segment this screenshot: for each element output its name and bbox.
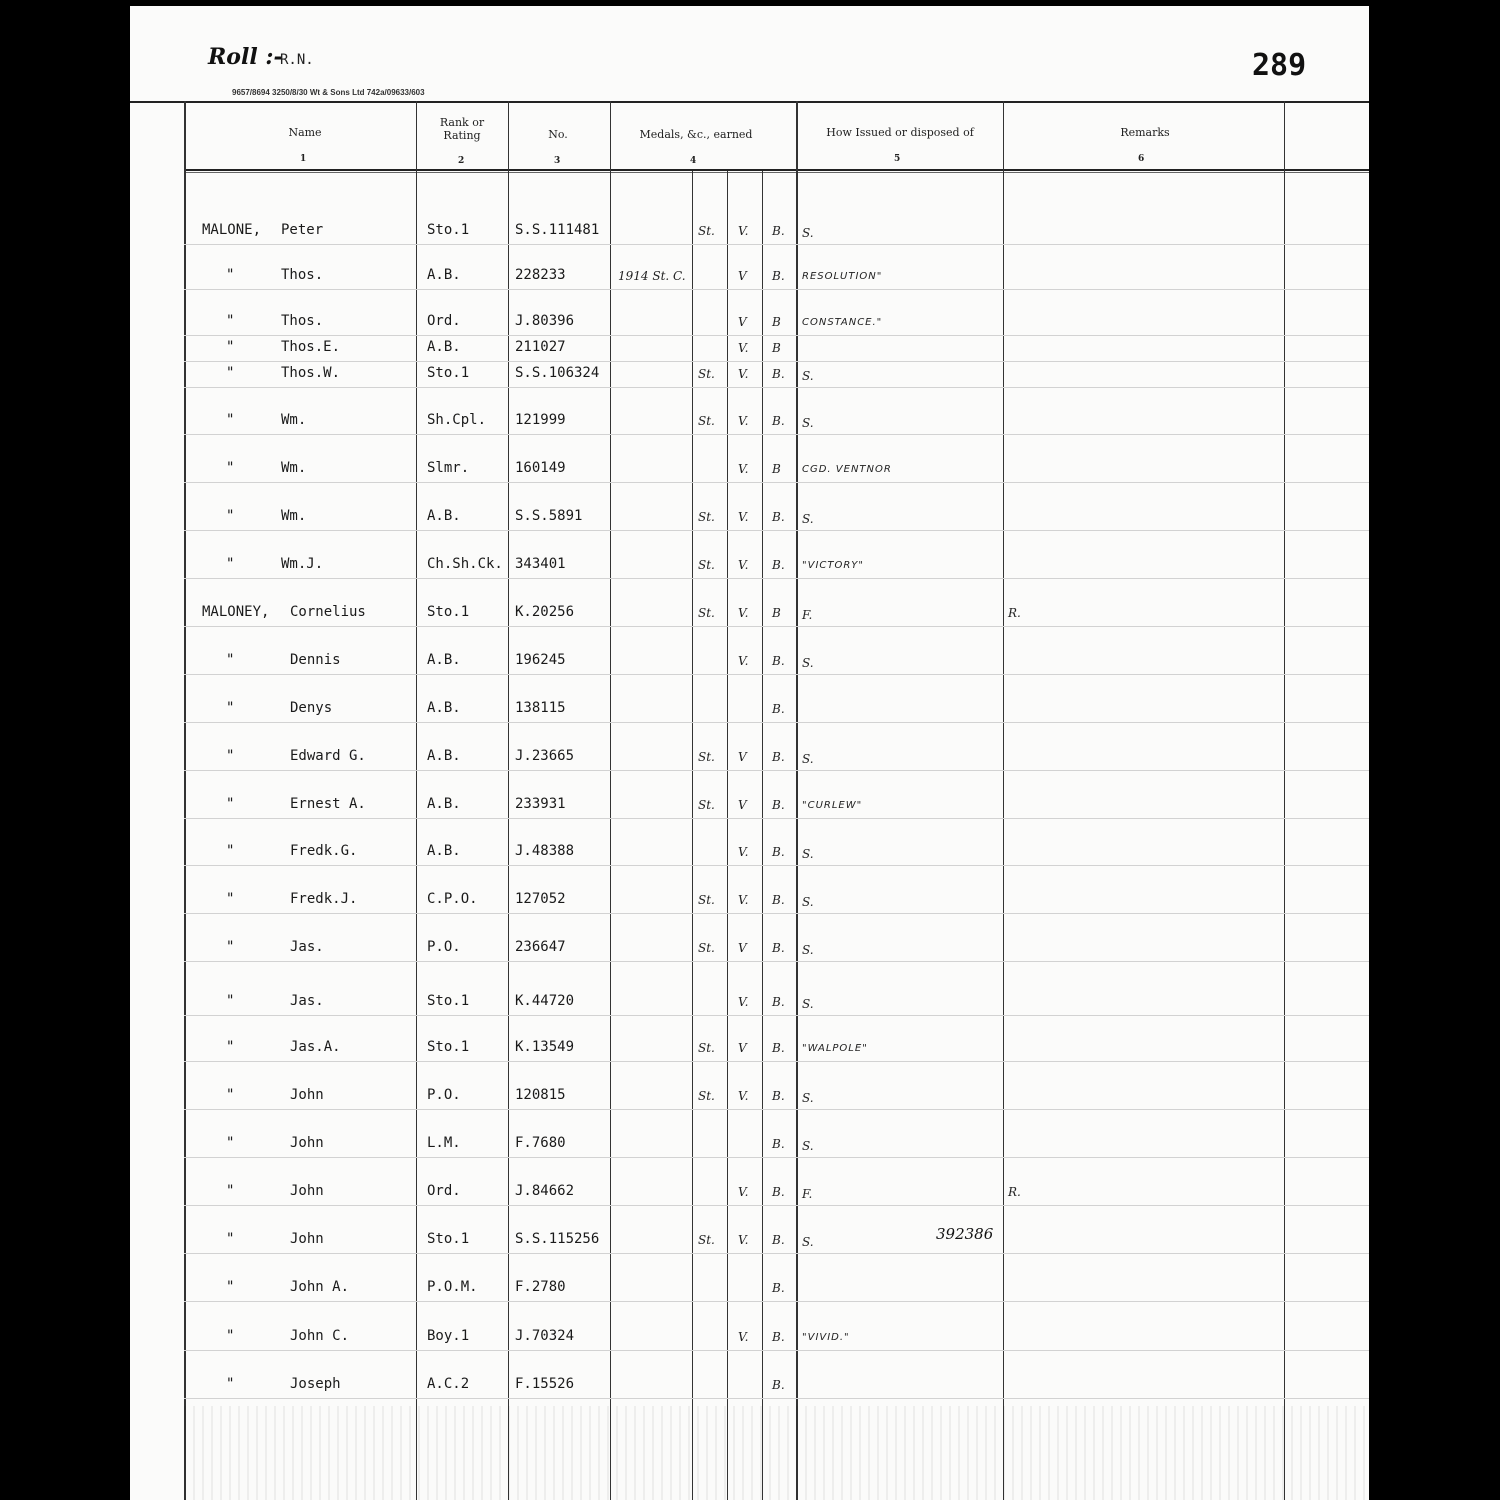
medal-victory: V. — [738, 367, 749, 381]
issued-disposition: S. — [802, 1235, 814, 1249]
issued-disposition: "WALPOLE" — [802, 1043, 868, 1054]
service-number: F.2780 — [515, 1279, 566, 1295]
surname: " — [226, 1087, 235, 1103]
medal-british-war: B. — [772, 1330, 785, 1344]
issued-disposition: S. — [802, 226, 814, 240]
row-rule — [184, 1109, 1369, 1110]
rank-rating: Sto.1 — [427, 604, 470, 620]
row-rule — [184, 1398, 1369, 1399]
surname: MALONEY, — [202, 604, 270, 620]
medal-star: St. — [698, 941, 715, 955]
given-name: Jas. — [290, 939, 324, 955]
given-name: Dennis — [290, 652, 341, 668]
surname: " — [226, 1279, 235, 1295]
surname: " — [226, 508, 235, 524]
row-rule — [184, 865, 1369, 866]
service-number: 343401 — [515, 556, 566, 572]
medal-victory: V — [738, 1041, 747, 1055]
issued-disposition: F. — [802, 608, 813, 622]
rank-rating: A.B. — [427, 700, 461, 716]
surname: " — [226, 313, 235, 329]
surname: " — [226, 1135, 235, 1151]
medal-star: St. — [698, 510, 715, 524]
row-rule — [184, 335, 1369, 336]
rank-rating: Sto.1 — [427, 1039, 470, 1055]
service-number: 127052 — [515, 891, 566, 907]
medal-british-war: B. — [772, 269, 785, 283]
row-rule — [184, 434, 1369, 435]
issued-disposition: S. — [802, 512, 814, 526]
given-name: Thos.W. — [281, 365, 341, 381]
service-number: F.7680 — [515, 1135, 566, 1151]
column-header-issued: How Issued or disposed of — [826, 126, 974, 139]
medal-british-war: B. — [772, 1089, 785, 1103]
given-name: Jas.A. — [290, 1039, 341, 1055]
service-number: 211027 — [515, 339, 566, 355]
medal-british-war: B. — [772, 1137, 785, 1151]
roll-value: R.N. — [280, 52, 314, 68]
service-number: J.84662 — [515, 1183, 575, 1199]
given-name: John — [290, 1183, 324, 1199]
page-number: 289 — [1252, 48, 1307, 83]
medal-victory: V. — [738, 341, 749, 355]
medal-victory: V. — [738, 1089, 749, 1103]
service-number: 196245 — [515, 652, 566, 668]
rank-rating: Slmr. — [427, 460, 470, 476]
surname: " — [226, 843, 235, 859]
row-rule — [184, 674, 1369, 675]
column-number: 2 — [458, 156, 465, 166]
rank-rating: A.B. — [427, 508, 461, 524]
surname: " — [226, 412, 235, 428]
medal-british-war: B. — [772, 798, 785, 812]
rank-rating: Sh.Cpl. — [427, 412, 487, 428]
rank-rating: Sto.1 — [427, 993, 470, 1009]
row-rule — [184, 578, 1369, 579]
given-name: Thos.E. — [281, 339, 341, 355]
issued-disposition: CGD. VENTNOR — [802, 464, 892, 475]
service-number: J.80396 — [515, 313, 575, 329]
medal-british-war: B. — [772, 1233, 785, 1247]
surname: MALONE, — [202, 222, 262, 238]
row-rule — [184, 1157, 1369, 1158]
medal-star: St. — [698, 414, 715, 428]
row-rule — [184, 913, 1369, 914]
issued-disposition: F. — [802, 1187, 813, 1201]
medal-british-war: B. — [772, 1281, 785, 1295]
rank-rating: L.M. — [427, 1135, 461, 1151]
row-rule — [184, 1205, 1369, 1206]
medal-victory: V — [738, 315, 747, 329]
medal-victory: V. — [738, 558, 749, 572]
row-rule — [184, 1350, 1369, 1351]
row-rule — [184, 530, 1369, 531]
row-rule — [184, 961, 1369, 962]
given-name: John C. — [290, 1328, 350, 1344]
surname: " — [226, 700, 235, 716]
given-name: Fredk.J. — [290, 891, 358, 907]
medal-british-war: B — [772, 341, 781, 355]
roll-label: Roll :- — [208, 44, 283, 70]
medal-british-war: B. — [772, 414, 785, 428]
service-number: S.S.111481 — [515, 222, 600, 238]
column-header-remarks: Remarks — [1120, 126, 1170, 139]
medal-british-war: B. — [772, 941, 785, 955]
medal-british-war: B. — [772, 1185, 785, 1199]
surname: " — [226, 1039, 235, 1055]
issued-disposition: "VIVID." — [802, 1332, 850, 1343]
issued-disposition: S. — [802, 1139, 814, 1153]
medal-star: St. — [698, 893, 715, 907]
surname: " — [226, 339, 235, 355]
medal-victory: V — [738, 750, 747, 764]
rank-rating: C.P.O. — [427, 891, 478, 907]
given-name: Cornelius — [290, 604, 366, 620]
row-rule — [184, 626, 1369, 627]
rank-rating: Sto.1 — [427, 1231, 470, 1247]
surname: " — [226, 267, 235, 283]
medal-british-war: B. — [772, 510, 785, 524]
issued-disposition: S. — [802, 752, 814, 766]
service-number: 120815 — [515, 1087, 566, 1103]
column-header-rank: Rank or Rating — [439, 116, 485, 142]
surname: " — [226, 1328, 235, 1344]
service-number: K.13549 — [515, 1039, 575, 1055]
issued-disposition: S. — [802, 895, 814, 909]
medal-victory: V. — [738, 654, 749, 668]
column-divider — [796, 101, 798, 1500]
medal-british-war: B. — [772, 845, 785, 859]
surname: " — [226, 1183, 235, 1199]
top-rule — [130, 101, 1369, 103]
rank-rating: Ord. — [427, 313, 461, 329]
column-divider — [184, 101, 186, 1500]
medal-star: St. — [698, 1089, 715, 1103]
service-number: K.20256 — [515, 604, 575, 620]
surname: " — [226, 796, 235, 812]
given-name: Peter — [281, 222, 324, 238]
medal-victory: V. — [738, 1233, 749, 1247]
row-rule — [184, 770, 1369, 771]
issued-disposition: S. — [802, 1091, 814, 1105]
column-number: 4 — [690, 156, 697, 166]
rank-rating: Ch.Sh.Ck. — [427, 556, 503, 572]
surname: " — [226, 1376, 235, 1392]
medal-british-war: B. — [772, 367, 785, 381]
given-name: Edward G. — [290, 748, 366, 764]
column-divider — [508, 101, 509, 1500]
column-divider — [610, 101, 611, 1500]
rank-rating: Sto.1 — [427, 365, 470, 381]
medal-victory: V — [738, 941, 747, 955]
medal-victory: V. — [738, 224, 749, 238]
given-name: Denys — [290, 700, 333, 716]
surname: " — [226, 1231, 235, 1247]
column-divider — [416, 101, 417, 1500]
surname: " — [226, 891, 235, 907]
column-number: 6 — [1138, 154, 1145, 164]
column-divider — [1003, 101, 1004, 1500]
remarks: R. — [1008, 606, 1021, 620]
medal-british-war: B. — [772, 224, 785, 238]
given-name: John — [290, 1231, 324, 1247]
row-rule — [184, 361, 1369, 362]
column-header-number: No. — [548, 128, 568, 141]
medal-victory: V. — [738, 1185, 749, 1199]
medal-victory: V. — [738, 1330, 749, 1344]
medal-british-war: B. — [772, 750, 785, 764]
medal-victory: V — [738, 798, 747, 812]
service-number: 233931 — [515, 796, 566, 812]
medal-british-war: B. — [772, 702, 785, 716]
service-number: 160149 — [515, 460, 566, 476]
given-name: Wm. — [281, 508, 307, 524]
service-number: K.44720 — [515, 993, 575, 1009]
scan-border-right — [1369, 0, 1500, 1500]
medal-victory: V. — [738, 414, 749, 428]
surname: " — [226, 993, 235, 1009]
column-header-medals: Medals, &c., earned — [639, 128, 753, 141]
service-number: 228233 — [515, 267, 566, 283]
issued-disposition: S. — [802, 656, 814, 670]
given-name: Joseph — [290, 1376, 341, 1392]
roll-page — [130, 6, 1369, 1500]
issued-disposition: S. — [802, 416, 814, 430]
column-divider — [1284, 101, 1285, 1500]
medal-victory: V. — [738, 462, 749, 476]
medal-british-war: B. — [772, 1378, 785, 1392]
medal-star: St. — [698, 606, 715, 620]
service-number: S.S.5891 — [515, 508, 583, 524]
medal-british-war: B. — [772, 893, 785, 907]
medal-victory: V. — [738, 606, 749, 620]
issued-disposition: S. — [802, 943, 814, 957]
medal-victory: V. — [738, 510, 749, 524]
header-rule-secondary — [184, 172, 1369, 173]
column-number: 3 — [554, 156, 561, 166]
row-rule — [184, 482, 1369, 483]
service-number: S.S.115256 — [515, 1231, 600, 1247]
service-number: 236647 — [515, 939, 566, 955]
medal-victory: V. — [738, 995, 749, 1009]
rank-rating: Ord. — [427, 1183, 461, 1199]
medal-star: St. — [698, 224, 715, 238]
given-name: Wm. — [281, 460, 307, 476]
rank-rating: A.B. — [427, 748, 461, 764]
issued-disposition: S. — [802, 847, 814, 861]
surname: " — [226, 748, 235, 764]
service-number: J.70324 — [515, 1328, 575, 1344]
surname: " — [226, 365, 235, 381]
rank-rating: A.C.2 — [427, 1376, 470, 1392]
medal-star: St. — [698, 750, 715, 764]
row-rule — [184, 1301, 1369, 1302]
rank-rating: A.B. — [427, 796, 461, 812]
service-number: S.S.106324 — [515, 365, 600, 381]
given-name: John A. — [290, 1279, 350, 1295]
medal-star: 1914 St. C. — [618, 269, 686, 283]
remarks: R. — [1008, 1185, 1021, 1199]
issued-disposition: "CURLEW" — [802, 800, 863, 811]
row-rule — [184, 289, 1369, 290]
issued-disposition: RESOLUTION" — [802, 271, 883, 282]
rank-rating: P.O.M. — [427, 1279, 478, 1295]
medal-victory: V. — [738, 893, 749, 907]
column-header-name: Name — [288, 126, 322, 139]
surname: " — [226, 556, 235, 572]
surname: " — [226, 939, 235, 955]
given-name: John — [290, 1087, 324, 1103]
medal-british-war: B. — [772, 995, 785, 1009]
service-number: J.23665 — [515, 748, 575, 764]
row-rule — [184, 387, 1369, 388]
service-number: 138115 — [515, 700, 566, 716]
issued-disposition: S. — [802, 369, 814, 383]
row-rule — [184, 818, 1369, 819]
medal-victory: V — [738, 269, 747, 283]
issued-reference: 392386 — [936, 1225, 994, 1243]
issued-disposition: CONSTANCE." — [802, 317, 883, 328]
service-number: F.15526 — [515, 1376, 575, 1392]
given-name: Wm.J. — [281, 556, 324, 572]
issued-disposition: "VICTORY" — [802, 560, 865, 571]
service-number: 121999 — [515, 412, 566, 428]
rank-rating: P.O. — [427, 1087, 461, 1103]
medal-star: St. — [698, 558, 715, 572]
header-rule — [184, 169, 1369, 171]
rank-rating: A.B. — [427, 652, 461, 668]
service-number: J.48388 — [515, 843, 575, 859]
rank-rating: A.B. — [427, 843, 461, 859]
rank-rating: A.B. — [427, 339, 461, 355]
medal-star: St. — [698, 1233, 715, 1247]
given-name: John — [290, 1135, 324, 1151]
given-name: Wm. — [281, 412, 307, 428]
column-number: 1 — [300, 154, 307, 164]
row-rule — [184, 1061, 1369, 1062]
given-name: Thos. — [281, 267, 324, 283]
rank-rating: Sto.1 — [427, 222, 470, 238]
rank-rating: P.O. — [427, 939, 461, 955]
medal-star: St. — [698, 798, 715, 812]
rank-rating: A.B. — [427, 267, 461, 283]
medal-british-war: B — [772, 462, 781, 476]
medal-british-war: B — [772, 606, 781, 620]
surname: " — [226, 460, 235, 476]
medal-british-war: B — [772, 315, 781, 329]
medal-british-war: B. — [772, 654, 785, 668]
print-code: 9657/8694 3250/8/30 Wt & Sons Ltd 742a/09633/603 — [232, 88, 425, 97]
given-name: Jas. — [290, 993, 324, 1009]
given-name: Ernest A. — [290, 796, 366, 812]
medal-british-war: B. — [772, 558, 785, 572]
medal-star: St. — [698, 1041, 715, 1055]
medal-star: St. — [698, 367, 715, 381]
row-rule — [184, 722, 1369, 723]
row-rule — [184, 1253, 1369, 1254]
issued-disposition: S. — [802, 997, 814, 1011]
scan-noise-band — [184, 1406, 1369, 1500]
rank-rating: Boy.1 — [427, 1328, 470, 1344]
column-number: 5 — [894, 154, 901, 164]
given-name: Thos. — [281, 313, 324, 329]
row-rule — [184, 1015, 1369, 1016]
given-name: Fredk.G. — [290, 843, 358, 859]
scan-border-left — [0, 0, 130, 1500]
row-rule — [184, 244, 1369, 245]
surname: " — [226, 652, 235, 668]
medal-victory: V. — [738, 845, 749, 859]
medal-british-war: B. — [772, 1041, 785, 1055]
